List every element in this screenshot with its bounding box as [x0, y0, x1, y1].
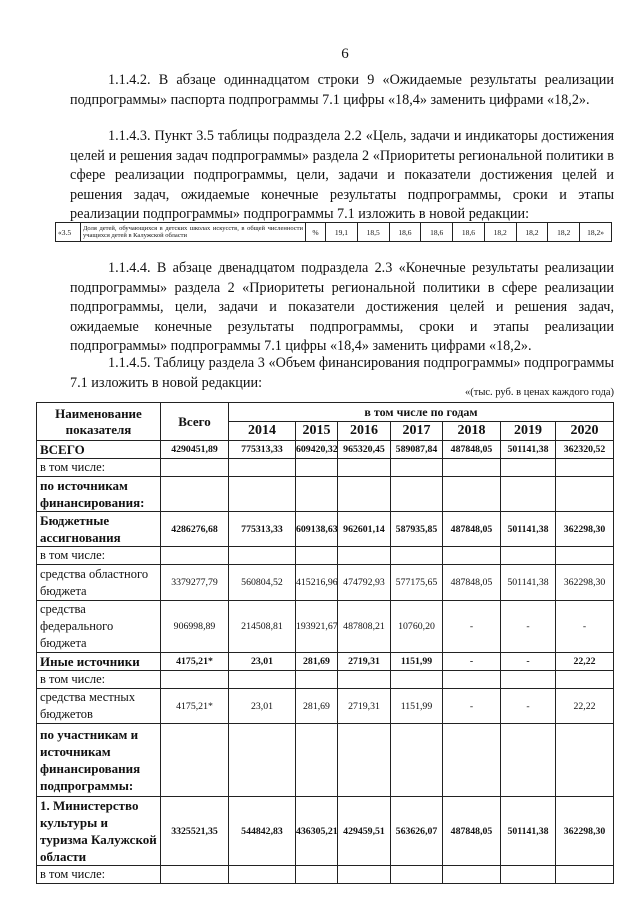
row-year-value: 487808,21: [338, 601, 391, 653]
row-name: средства областного бюджета: [37, 565, 161, 601]
row-year-value: [443, 477, 501, 512]
indicator-value: 18,2: [484, 223, 516, 242]
row-year-value: -: [443, 653, 501, 671]
row-year-value: [296, 671, 338, 689]
indicator-row: [56, 223, 612, 242]
row-year-value: [556, 671, 614, 689]
header-year: 2014: [229, 422, 296, 441]
header-years-group: в том числе по годам: [229, 403, 614, 422]
row-year-value: 544842,83: [229, 797, 296, 866]
row-year-value: 415216,96: [296, 565, 338, 601]
row-year-value: 487848,05: [443, 565, 501, 601]
indicator-value: 18,6: [389, 223, 421, 242]
row-name: в том числе:: [37, 671, 161, 689]
row-name: ВСЕГО: [37, 441, 161, 459]
row-total: [161, 724, 229, 797]
row-year-value: 10760,20: [391, 601, 443, 653]
row-year-value: 193921,67: [296, 601, 338, 653]
row-year-value: [391, 459, 443, 477]
row-year-value: 214508,81: [229, 601, 296, 653]
row-total: 4286276,68: [161, 512, 229, 547]
row-year-value: [501, 459, 556, 477]
indicator-value: 18,6: [453, 223, 485, 242]
row-name: в том числе:: [37, 866, 161, 884]
header-total: Всего: [161, 403, 229, 441]
row-name: Бюджетные ассигнования: [37, 512, 161, 547]
row-year-value: [443, 724, 501, 797]
row-year-value: [501, 866, 556, 884]
row-year-value: 22,22: [556, 689, 614, 724]
row-year-value: 563626,07: [391, 797, 443, 866]
row-year-value: [556, 477, 614, 512]
row-year-value: [391, 477, 443, 512]
row-year-value: 23,01: [229, 689, 296, 724]
table-row: [37, 565, 614, 601]
table-row: [37, 671, 614, 689]
row-total: [161, 547, 229, 565]
row-year-value: 362298,30: [556, 797, 614, 866]
row-year-value: [391, 866, 443, 884]
row-year-value: [443, 671, 501, 689]
row-year-value: [391, 671, 443, 689]
row-year-value: [501, 547, 556, 565]
row-year-value: 23,01: [229, 653, 296, 671]
row-year-value: [391, 547, 443, 565]
header-year: 2019: [501, 422, 556, 441]
row-year-value: 501141,38: [501, 512, 556, 547]
indicator-value: 18,2: [516, 223, 548, 242]
row-year-value: [338, 477, 391, 512]
row-year-value: 965320,45: [338, 441, 391, 459]
indicator-value: 18,6: [421, 223, 453, 242]
row-year-value: 560804,52: [229, 565, 296, 601]
row-name: в том числе:: [37, 459, 161, 477]
row-year-value: -: [443, 689, 501, 724]
table-row: [37, 866, 614, 884]
table-row: [37, 512, 614, 547]
paragraph-1-1-4-5: 1.1.4.5. Таблицу раздела 3 «Объем финансирования подпрограммы» подпрограммы 7.1 изложить в новой редакции:: [70, 355, 614, 391]
row-year-value: [338, 724, 391, 797]
row-total: [161, 671, 229, 689]
row-year-value: 429459,51: [338, 797, 391, 866]
row-year-value: [338, 671, 391, 689]
row-year-value: 501141,38: [501, 565, 556, 601]
row-year-value: [556, 724, 614, 797]
row-year-value: -: [556, 601, 614, 653]
header-year: 2016: [338, 422, 391, 441]
row-total: 4175,21*: [161, 689, 229, 724]
row-year-value: [501, 671, 556, 689]
row-year-value: [229, 459, 296, 477]
row-year-value: 609138,63: [296, 512, 338, 547]
row-year-value: [229, 547, 296, 565]
header-year: 2015: [296, 422, 338, 441]
row-year-value: 281,69: [296, 689, 338, 724]
table-row: [37, 441, 614, 459]
finance-table: [36, 402, 614, 884]
row-total: [161, 459, 229, 477]
indicator-value: 19,1: [326, 223, 358, 242]
row-year-value: 587935,85: [391, 512, 443, 547]
row-year-value: [501, 477, 556, 512]
row-year-value: [556, 459, 614, 477]
row-total: 4290451,89: [161, 441, 229, 459]
row-name: в том числе:: [37, 547, 161, 565]
header-year: 2020: [556, 422, 614, 441]
row-year-value: -: [501, 689, 556, 724]
table-row: [37, 547, 614, 565]
row-year-value: [338, 866, 391, 884]
row-year-value: 775313,33: [229, 512, 296, 547]
indicator-description: Доля детей, обучающихся в детских школах искусств, в общей численности учащихся детей в Калужской области: [81, 223, 306, 242]
row-year-value: [338, 459, 391, 477]
header-year: 2017: [391, 422, 443, 441]
page-number: 6: [341, 46, 349, 62]
row-name: по источникам финансирования:: [37, 477, 161, 512]
row-year-value: -: [501, 653, 556, 671]
row-year-value: 487848,05: [443, 512, 501, 547]
row-name: 1. Министерство культуры и туризма Калужской области: [37, 797, 161, 866]
row-year-value: 362298,30: [556, 512, 614, 547]
row-year-value: 474792,93: [338, 565, 391, 601]
row-year-value: 487848,05: [443, 441, 501, 459]
paragraph-1-1-4-2: 1.1.4.2. В абзаце одиннадцатом строки 9 «Ожидаемые результаты реализации подпрограммы» паспорта подпрограммы 7.1 цифры «18,4» заменить цифрами «18,2».: [70, 72, 614, 108]
row-year-value: 775313,33: [229, 441, 296, 459]
row-total: 3379277,79: [161, 565, 229, 601]
row-year-value: [556, 866, 614, 884]
row-year-value: 487848,05: [443, 797, 501, 866]
indicator-unit: %: [306, 223, 326, 242]
table-row: [37, 689, 614, 724]
row-year-value: [229, 477, 296, 512]
row-year-value: 609420,32: [296, 441, 338, 459]
row-year-value: [296, 477, 338, 512]
row-year-value: [296, 866, 338, 884]
indicator-value: 18,2: [548, 223, 580, 242]
row-year-value: 281,69: [296, 653, 338, 671]
row-year-value: [443, 547, 501, 565]
row-year-value: 362298,30: [556, 565, 614, 601]
table-row: [37, 459, 614, 477]
row-year-value: [556, 547, 614, 565]
row-year-value: [501, 724, 556, 797]
row-year-value: 2719,31: [338, 689, 391, 724]
table-row: [37, 601, 614, 653]
row-year-value: [229, 724, 296, 797]
indicator-code: «3.5: [56, 223, 81, 242]
table-row: [37, 724, 614, 797]
indicator-value: 18,5: [357, 223, 389, 242]
row-total: [161, 866, 229, 884]
row-year-value: [391, 724, 443, 797]
row-year-value: [338, 547, 391, 565]
row-year-value: -: [443, 601, 501, 653]
header-name: Наименование показателя: [37, 403, 161, 441]
row-name: средства местных бюджетов: [37, 689, 161, 724]
indicator-value: 18,2»: [580, 223, 612, 242]
row-name: средства федерального бюджета: [37, 601, 161, 653]
paragraph-1-1-4-4: 1.1.4.4. В абзаце двенадцатом подраздела 2.3 «Конечные результаты реализации подпрограммы» раздела 2 «Приоритеты региональной политики в сфере реализации подпрограммы, цели, задачи и показатели достижения целей и решения задач, ожидаемые конечные результаты подпрограммы, сроки и этапы реализации подпрограммы» подпрограммы 7.1 цифры «18,4» заменить цифрами «18,2».: [70, 260, 614, 354]
row-year-value: 22,22: [556, 653, 614, 671]
table-row: [37, 653, 614, 671]
row-total: 906998,89: [161, 601, 229, 653]
row-year-value: [296, 724, 338, 797]
row-year-value: 577175,65: [391, 565, 443, 601]
row-year-value: -: [501, 601, 556, 653]
units-note: «(тыс. руб. в ценах каждого года): [465, 387, 614, 398]
row-year-value: [296, 547, 338, 565]
table-row: [37, 797, 614, 866]
row-year-value: 962601,14: [338, 512, 391, 547]
row-year-value: [443, 459, 501, 477]
indicator-table: [55, 222, 612, 242]
row-year-value: 1151,99: [391, 689, 443, 724]
row-year-value: [229, 866, 296, 884]
row-year-value: [229, 671, 296, 689]
row-name: по участникам и источникам финансирования подпрограммы:: [37, 724, 161, 797]
row-total: [161, 477, 229, 512]
row-total: 4175,21*: [161, 653, 229, 671]
table-row: [37, 477, 614, 512]
row-year-value: 1151,99: [391, 653, 443, 671]
paragraph-1-1-4-3: 1.1.4.3. Пункт 3.5 таблицы подраздела 2.2 «Цель, задачи и индикаторы достижения целей и решения задач подпрограммы» раздела 2 «Приоритеты региональной политики в сфере реализации подпрограммы, цели, задачи и показатели достижения целей и решения задач, ожидаемые конечные результаты подпрограммы, сроки и этапы реализации подпрограммы» подпрограммы 7.1 изложить в новой редакции:: [70, 128, 614, 222]
row-year-value: [296, 459, 338, 477]
row-year-value: 589087,84: [391, 441, 443, 459]
row-total: 3325521,35: [161, 797, 229, 866]
header-year: 2018: [443, 422, 501, 441]
row-year-value: 501141,38: [501, 441, 556, 459]
row-name: Иные источники: [37, 653, 161, 671]
row-year-value: 501141,38: [501, 797, 556, 866]
row-year-value: 436305,21: [296, 797, 338, 866]
row-year-value: 362320,52: [556, 441, 614, 459]
row-year-value: [443, 866, 501, 884]
row-year-value: 2719,31: [338, 653, 391, 671]
